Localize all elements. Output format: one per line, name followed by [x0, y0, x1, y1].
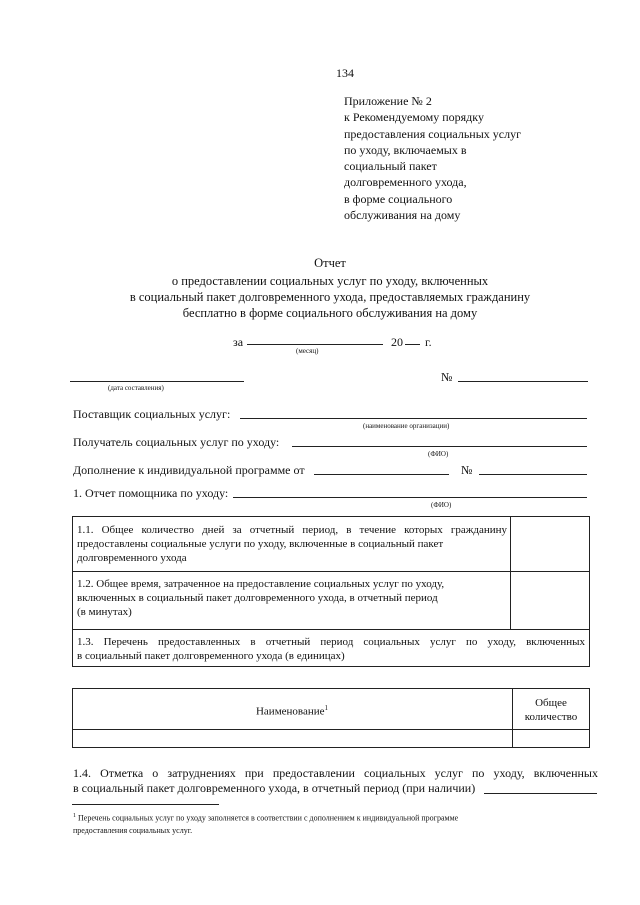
title-line: в социальный пакет долговременного ухода, предоставляемых гражданину: [129, 290, 531, 304]
table-row-divider: [72, 571, 590, 572]
services-table-header-total: Общее количество: [524, 697, 578, 723]
assistant-label: 1. Отчет помощника по уходу:: [73, 486, 229, 500]
appendix-line: социальный пакет: [344, 159, 437, 174]
supplement-number-field[interactable]: [479, 474, 587, 475]
appendix-line: по уходу, включаемых в: [344, 142, 467, 157]
table-row-divider: [72, 629, 590, 630]
year-field[interactable]: [405, 344, 420, 345]
appendix-line: Приложение № 2: [344, 94, 432, 108]
provider-label: Поставщик социальных услуг:: [73, 407, 231, 421]
number-label: №: [441, 370, 453, 384]
supplement-date-field[interactable]: [314, 474, 449, 475]
services-table-name-cell[interactable]: [73, 730, 511, 747]
recipient-field[interactable]: [292, 446, 587, 447]
footnote: $^1$ Перечень социальных услуг по уходу заполняется в соответствии с дополнением к индивидуальной программе предоставления социальных услуг.: [73, 813, 459, 835]
supplement-number-label: №: [461, 463, 473, 477]
date-caption: (дата составления): [108, 384, 164, 392]
page-number: 134: [336, 66, 354, 80]
assistant-field[interactable]: [233, 497, 587, 498]
recipient-caption: (ФИО): [428, 450, 449, 458]
title-line: бесплатно в форме социального обслуживания на дому: [182, 306, 478, 320]
report-title: [0, 255, 640, 271]
date-field[interactable]: [70, 381, 244, 382]
difficulties-field[interactable]: [484, 793, 597, 794]
table-row-2-text: 1.2. Общее время, затраченное на предоставление социальных услуг по уходу, включенных в социальный пакет долговременного ухода, в отчетный период (в минутах): [77, 578, 445, 618]
table-column-divider: [510, 516, 511, 629]
recipient-label: Получатель социальных услуг по уходу:: [73, 435, 280, 449]
period-year-prefix: 20: [391, 335, 403, 349]
appendix-line: долговременного ухода,: [344, 175, 467, 190]
period-prefix: за: [233, 335, 244, 349]
appendix-line: предоставления социальных услуг: [344, 126, 522, 141]
table-row-3-text: 1.3. Перечень предоставленных в отчетный период социальных услуг по уходу, включенных в социальный пакет долговременного ухода (в единицах): [77, 636, 585, 662]
appendix-line: к Рекомендуемому порядку: [344, 110, 484, 125]
provider-caption: (наименование организации): [363, 422, 450, 430]
appendix-line: в форме социального: [344, 191, 453, 206]
appendix-block: [344, 93, 521, 223]
appendix-line: обслуживания на дому: [344, 208, 461, 223]
title-heading: Отчет: [314, 256, 346, 270]
period-year-suffix: г.: [425, 335, 432, 349]
table-row-1-text: 1.1. Общее количество дней за отчетный период, в течение которых гражданину предоставлены социальные услуги по уходу, включенные в социальный пакет долговременного ухода: [77, 524, 507, 564]
footnote-separator: [72, 804, 219, 805]
month-caption: (месяц): [296, 347, 319, 355]
section-1-4: 1.4. Отметка о затруднениях при предоставлении социальных услуг по уходу, включенных в социальный пакет долговременного ухода, в отчетный период (при наличии): [73, 766, 598, 795]
assistant-caption: (ФИО): [431, 501, 452, 509]
month-field[interactable]: [247, 344, 383, 345]
title-line: о предоставлении социальных услуг по уходу, включенных: [171, 274, 489, 288]
services-table-header-name: Наименование$^1$: [255, 704, 329, 718]
report-subtitle: [0, 273, 640, 321]
services-table-total-cell[interactable]: [513, 730, 589, 747]
supplement-label: Дополнение к индивидуальной программе от: [73, 463, 305, 477]
provider-field[interactable]: [240, 418, 587, 419]
number-field[interactable]: [458, 381, 588, 382]
